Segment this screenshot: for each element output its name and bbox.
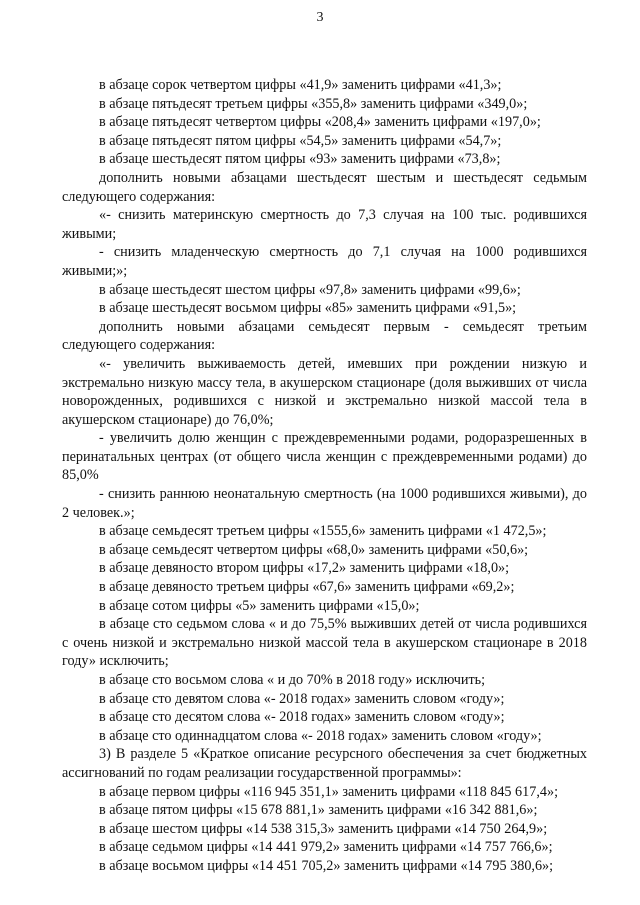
paragraph-4: в абзаце пятьдесят пятом цифры «54,5» заменить цифрами «54,7»; [99, 132, 502, 149]
paragraph-30: в абзаце восьмом цифры «14 451 705,2» заменить цифрами «14 795 380,6»; [99, 857, 554, 874]
paragraph-14: - снизить раннюю неонатальную смертность (на 1000 родившихся живыми), до 2 человек.»; [62, 486, 587, 521]
paragraph-24: в абзаце сто одиннадцатом слова «- 2018 годах» заменить словом «году»; [99, 727, 542, 744]
paragraph-10: в абзаце шестьдесят восьмом цифры «85» заменить цифрами «91,5»; [99, 300, 517, 317]
paragraph-18: в абзаце девяносто третьем цифры «67,6» заменить цифрами «69,2»; [99, 579, 515, 596]
paragraph-21: в абзаце сто восьмом слова « и до 70% в 2018 году» исключить; [99, 672, 486, 688]
paragraph-20: в абзаце сто седьмом слова « и до 75,5% выживших детей от числа родившихся с очень низкой и экстремально низкой массой тела в акушерском стационаре в 2018 году» исключить; [62, 616, 587, 670]
paragraph-26: в абзаце первом цифры «116 945 351,1» заменить цифрами «118 845 617,4»; [99, 783, 559, 800]
paragraph-15: в абзаце семьдесят третьем цифры «1555,6» заменить цифрами «1 472,5»; [99, 523, 547, 540]
document-body [62, 76, 587, 876]
paragraph-7: «- снизить материнскую смертность до 7,3 случая на 100 тыс. родившихся живыми; [62, 207, 587, 242]
paragraph-12: «- увеличить выживаемость детей, имевших при рождении низкую и экстремально низкую массу тела, в акушерском стационаре (доля выживших от числа новорожденных, родившихся с низкой и экстремально низкой массой тела в акушерском стационаре) до 76,0%; [62, 355, 587, 428]
paragraph-3: в абзаце пятьдесят четвертом цифры «208,4» заменить цифрами «197,0»; [99, 114, 541, 131]
paragraph-17: в абзаце девяносто втором цифры «17,2» заменить цифрами «18,0»; [99, 560, 510, 577]
paragraph-6: дополнить новыми абзацами шестьдесят шестым и шестьдесят седьмым следующего содержания: [62, 169, 587, 205]
paragraph-9: в абзаце шестьдесят шестом цифры «97,8» заменить цифрами «99,6»; [99, 281, 521, 298]
paragraph-13: - увеличить долю женщин с преждевременными родами, родоразрешенных в перинатальных центрах (от общего числа женщин с преждевременными родами) до 85,0% [62, 430, 587, 484]
paragraph-11: дополнить новыми абзацами семьдесят первым - семьдесят третьим следующего содержания: [62, 318, 587, 354]
paragraph-28: в абзаце шестом цифры «14 538 315,3» заменить цифрами «14 750 264,9»; [99, 820, 548, 837]
paragraph-23: в абзаце сто десятом слова «- 2018 годах» заменить словом «году»; [99, 709, 505, 726]
paragraph-25: 3) В разделе 5 «Краткое описание ресурсного обеспечения за счет бюджетных ассигнований по годам реализации государственной программы»: [62, 746, 587, 781]
paragraph-8: - снизить младенческую смертность до 7,1 случая на 1000 родившихся живыми;»; [62, 244, 587, 279]
paragraph-5: в абзаце шестьдесят пятом цифры «93» заменить цифрами «73,8»; [99, 151, 501, 168]
paragraph-2: в абзаце пятьдесят третьем цифры «355,8» заменить цифрами «349,0»; [99, 95, 528, 112]
paragraph-22: в абзаце сто девятом слова «- 2018 годах» заменить словом «году»; [99, 690, 505, 707]
paragraph-16: в абзаце семьдесят четвертом цифры «68,0» заменить цифрами «50,6»; [99, 541, 529, 558]
paragraph-19: в абзаце сотом цифры «5» заменить цифрами «15,0»; [99, 597, 420, 614]
paragraph-1: в абзаце сорок четвертом цифры «41,9» заменить цифрами «41,3»; [99, 77, 502, 93]
paragraph-27: в абзаце пятом цифры «15 678 881,1» заменить цифрами «16 342 881,6»; [99, 802, 538, 819]
page-number: 3 [316, 10, 324, 25]
paragraph-29: в абзаце седьмом цифры «14 441 979,2» заменить цифрами «14 757 766,6»; [99, 839, 553, 856]
